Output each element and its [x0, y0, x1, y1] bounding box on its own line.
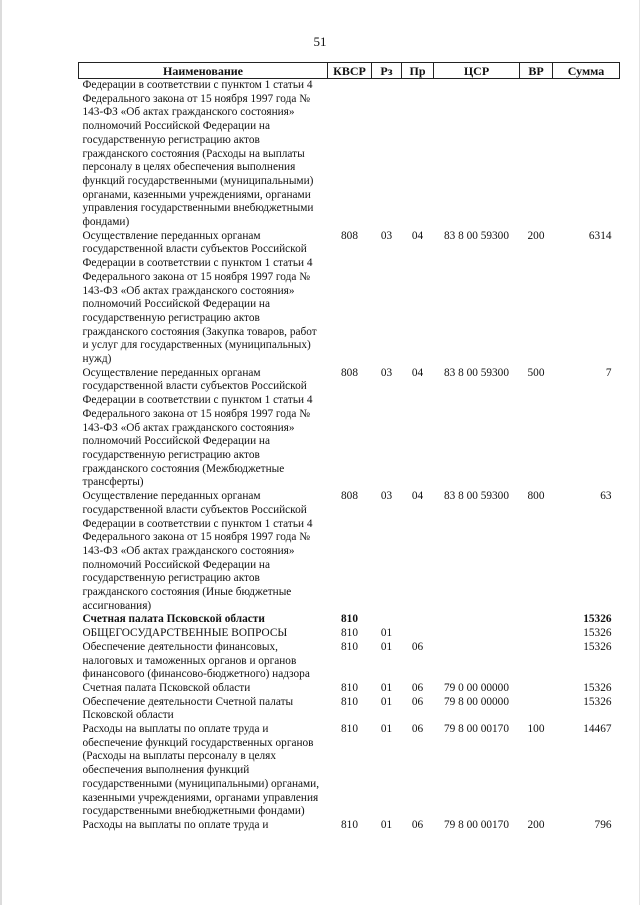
row-csr-cell: 79 8 00 00000 [444, 695, 509, 708]
table-row [79, 682, 620, 696]
row-sum-cell: 14467 [583, 723, 612, 736]
row-csr-cell: 79 8 00 00170 [444, 818, 509, 831]
row-csr-cell: 83 8 00 59300 [444, 490, 509, 503]
row-pr-cell: 06 [411, 681, 424, 694]
row-csr-cell: 83 8 00 59300 [444, 366, 509, 379]
row-rz-cell [372, 79, 402, 230]
header-vr: ВР [520, 63, 553, 79]
table-row [79, 490, 620, 613]
row-rz-cell [372, 613, 402, 627]
page-number: 51 [313, 34, 327, 49]
row-csr-cell [434, 613, 520, 627]
row-pr-cell: 04 [411, 229, 424, 242]
table-row [79, 367, 620, 490]
row-kvsr-cell: 810 [341, 613, 358, 626]
row-sum-cell: 63 [600, 490, 612, 503]
row-name-cell: Счетная палата Псковской области [82, 681, 251, 694]
row-vr-cell [520, 682, 553, 696]
row-pr-cell: 04 [411, 490, 424, 503]
row-rz-cell: 01 [380, 627, 393, 640]
table-row [79, 79, 620, 230]
row-vr-cell: 200 [527, 818, 545, 831]
header-kvsr: КВСР [328, 63, 372, 79]
row-pr-cell: 06 [411, 695, 424, 708]
row-kvsr-cell [328, 79, 372, 230]
row-pr-cell: 06 [411, 723, 424, 736]
header-rz: Рз [372, 63, 402, 79]
row-sum-cell: 796 [594, 818, 612, 831]
row-kvsr-cell: 810 [341, 818, 358, 831]
row-csr-cell [434, 627, 520, 641]
row-rz-cell: 03 [380, 366, 393, 379]
row-rz-cell: 01 [380, 681, 393, 694]
row-sum-cell: 7 [605, 366, 612, 379]
row-pr-cell [402, 79, 434, 230]
row-kvsr-cell: 810 [341, 640, 358, 653]
table-row [79, 641, 620, 682]
row-name-cell: Осуществление переданных органам государственной власти субъектов Российской Федерации в соответствии с пунктом 1 статьи 4 Федерального закона от 15 ноября 1997 года № 143-ФЗ «Об актах гражданского состояния» полномочий Российской Федерации на государственную регистрацию актов гражданского состояния (Межбюджетные трансферты) [82, 366, 313, 489]
budget-table [78, 62, 620, 833]
row-rz-cell: 01 [380, 723, 393, 736]
table-row [79, 613, 620, 627]
row-kvsr-cell: 808 [341, 366, 358, 379]
row-sum-cell: 15326 [583, 627, 612, 640]
row-pr-cell: 06 [411, 818, 424, 831]
row-pr-cell: 04 [411, 366, 424, 379]
row-csr-cell [434, 641, 520, 682]
row-vr-cell [520, 627, 553, 641]
budget-table-container [78, 62, 619, 833]
row-sum-cell: 15326 [583, 640, 612, 653]
row-name-cell: Счетная палата Псковской области [82, 613, 265, 626]
row-csr-cell [434, 79, 520, 230]
header-csr: ЦСР [434, 63, 520, 79]
table-body [79, 79, 620, 833]
row-kvsr-cell: 810 [341, 723, 358, 736]
row-vr-cell [520, 613, 553, 627]
header-pr: Пр [402, 63, 434, 79]
row-name-cell: Осуществление переданных органам государственной власти субъектов Российской Федерации в соответствии с пунктом 1 статьи 4 Федерального закона от 15 ноября 1997 года № 143-ФЗ «Об актах гражданского состояния» полномочий Российской Федерации на государственную регистрацию актов гражданского состояния (Иные бюджетные ассигнования) [82, 490, 313, 612]
row-vr-cell: 200 [527, 229, 545, 242]
row-name-cell: Осуществление переданных органам государственной власти субъектов Российской Федерации в соответствии с пунктом 1 статьи 4 Федерального закона от 15 ноября 1997 года № 143-ФЗ «Об актах гражданского состояния» полномочий Российской Федерации на государственную регистрацию актов гражданского состояния (Закупка товаров, работ и услуг для государственных (муниципальных) нужд) [82, 229, 317, 366]
row-csr-cell: 83 8 00 59300 [444, 229, 509, 242]
row-rz-cell: 01 [380, 818, 393, 831]
row-name-cell: Расходы на выплаты по оплате труда и [82, 818, 269, 831]
table-row [79, 723, 620, 819]
header-name: Наименование [79, 63, 328, 79]
row-kvsr-cell: 810 [341, 695, 358, 708]
row-vr-cell: 500 [527, 366, 545, 379]
row-name-cell: Федерации в соответствии с пунктом 1 статьи 4 Федерального закона от 15 ноября 1997 года № 143-ФЗ «Об актах гражданского состояния» полномочий Российской Федерации на государственную регистрацию актов гражданского состояния (Расходы на выплаты персоналу в целях обеспечения выполнения функций государственными (муниципальными) органами, казенными учреждениями, органами управления государственными внебюджетными фондами) [82, 79, 314, 229]
table-row [79, 627, 620, 641]
table-row [79, 819, 620, 833]
table-header-row [79, 63, 620, 79]
row-name-cell: ОБЩЕГОСУДАРСТВЕННЫЕ ВОПРОСЫ [82, 627, 288, 640]
table-row [79, 230, 620, 367]
row-vr-cell [520, 79, 553, 230]
row-sum-cell: 15326 [583, 613, 612, 626]
row-rz-cell: 03 [380, 490, 393, 503]
row-sum-cell: 15326 [583, 695, 612, 708]
scan-edge [0, 0, 2, 905]
row-csr-cell: 79 0 00 00000 [444, 681, 509, 694]
row-pr-cell [402, 627, 434, 641]
row-name-cell: Обеспечение деятельности финансовых, налоговых и таможенных органов и органов финансового (финансово-бюджетного) надзора [82, 640, 310, 681]
header-sum: Сумма [553, 63, 620, 79]
row-vr-cell: 800 [527, 490, 545, 503]
row-pr-cell: 06 [411, 640, 424, 653]
row-rz-cell: 01 [380, 640, 393, 653]
row-pr-cell [402, 613, 434, 627]
row-kvsr-cell: 810 [341, 681, 358, 694]
row-name-cell: Обеспечение деятельности Счетной палаты Псковской области [82, 695, 294, 722]
row-vr-cell [520, 641, 553, 682]
table-row [79, 696, 620, 723]
row-vr-cell: 100 [527, 723, 545, 736]
row-sum-cell: 15326 [583, 681, 612, 694]
row-sum-cell: 6314 [588, 229, 612, 242]
row-name-cell: Расходы на выплаты по оплате труда и обеспечение функций государственных органов (Расходы на выплаты персоналу в целях обеспечения выполнения функций государственными (муниципальными) органами, казенными учреждениями, органами управления государственными внебюджетными фондами) [82, 723, 320, 818]
row-kvsr-cell: 808 [341, 490, 358, 503]
row-kvsr-cell: 810 [341, 627, 358, 640]
row-rz-cell: 01 [380, 695, 393, 708]
row-vr-cell [520, 696, 553, 723]
row-csr-cell: 79 8 00 00170 [444, 723, 509, 736]
row-sum-cell [553, 79, 620, 230]
row-kvsr-cell: 808 [341, 229, 358, 242]
row-rz-cell: 03 [380, 229, 393, 242]
